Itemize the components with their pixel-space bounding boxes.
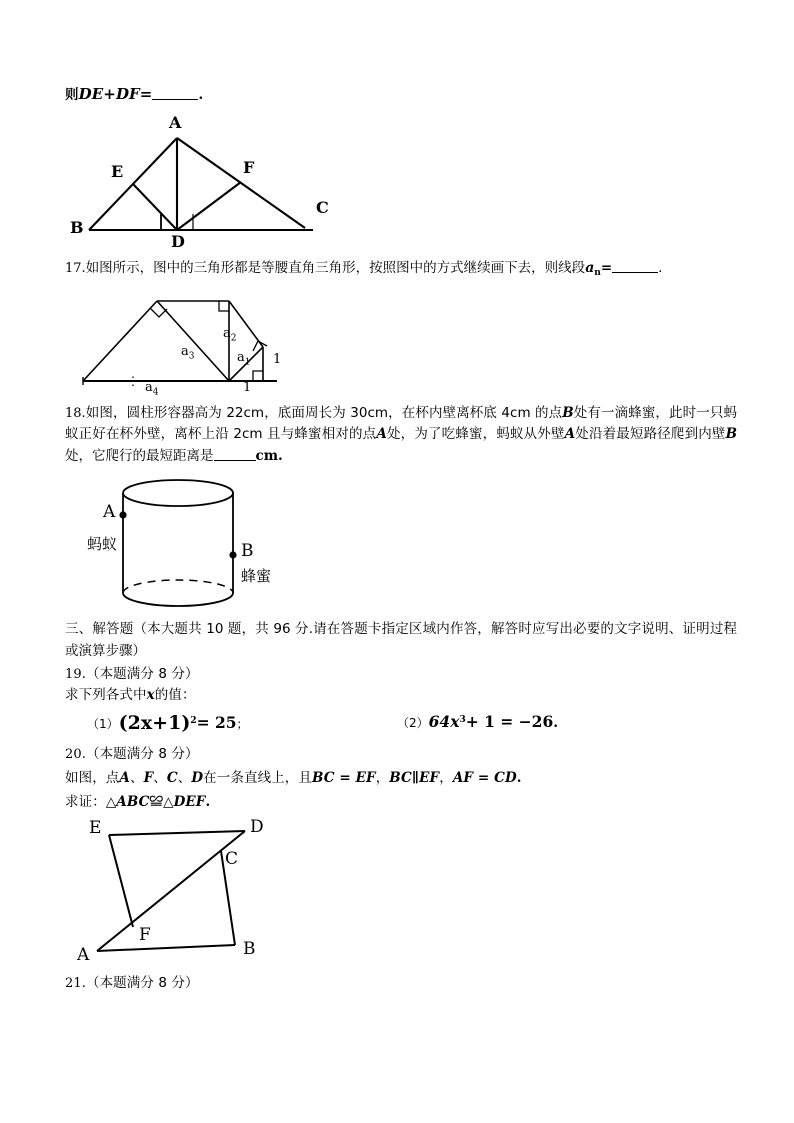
q19-prompt-pre: 求下列各式中 [65,687,147,703]
q19-item2-end: . [553,715,559,731]
q20-comma1: ， [375,770,390,786]
q20-given [65,768,737,789]
q18-unit: cm. [255,447,283,464]
q20-cond3: AF = CD [452,770,517,786]
q21-number: 21. [65,976,86,991]
q19-number: 19. [65,667,86,682]
q18-label-honey: 蜂蜜 [241,567,272,585]
q19-item2-expr: $64x^3+ 1 = -26$ [428,712,554,731]
q20-prove-expr-b: △DEF [163,794,206,810]
q16-label-E: E [111,162,124,181]
q19-item1-label: （1） [87,717,119,731]
q17-number: 17. [65,261,86,276]
q20-cond2-a: BC [389,770,412,786]
section3-heading [65,619,737,662]
q18-figure-svg [85,475,345,615]
q20-label-B: B [243,939,256,959]
q20-cond1: BC = EF [311,770,376,786]
q20-prove-expr-a: △ABC [105,794,150,810]
q16-label-D: D [171,232,185,251]
q21-score: （本题满分 8 分） [85,975,199,991]
q20-label-C: C [225,849,239,869]
q18-point-b1: B [562,404,574,421]
q19-prompt [65,685,737,706]
q19-item2-label: （2） [397,716,429,730]
q18-label-B: B [241,541,254,561]
q20-point-a: A [119,770,130,786]
q19-item1-expr: $(2x+1)^2= 25$ [118,712,237,734]
q17-equals: = [600,260,613,276]
q16-expr-df: DF [115,85,140,103]
q18-line2c: 处沿着最短路径爬 [575,426,685,442]
q20-number: 20. [65,747,86,762]
q20-line-mid: 在一条直线上，且 [203,770,312,786]
q18-line1: 如图，圆柱形容器高为 22cm，底面周长为 30cm，在杯内壁离杯底 4cm 的点 [85,404,563,421]
q18-number: 18. [65,405,86,421]
q18-point-a1: A [376,426,387,442]
q20-label-A: A [77,945,90,965]
q17-label-dots: ⋮ [127,373,139,388]
q16-figure [65,110,737,252]
q16-label-F: F [243,158,255,177]
q19-item2 [397,712,558,731]
q17-label-a3: $a_3$ [181,343,195,362]
q17-label-a2: $a_2$ [223,325,237,344]
q20-label-E: E [89,818,102,838]
q20-point-f: F [143,770,154,786]
q16-expr-de: DE [78,85,104,103]
q17-label-a4: $a_4$ [145,379,159,398]
q19-prompt-post: 的值： [154,687,196,703]
q20-cond2-b: EF [419,770,440,786]
section3-line2: 明过程或演算步骤） [65,621,738,659]
q18-label-ant: 蚂蚁 [87,535,118,553]
q20-label-D: D [250,817,264,837]
q17-figure [77,289,737,401]
q18-answer-blank[interactable] [214,448,256,461]
q19-score: （本题满分 8 分） [85,666,199,682]
q20-prove-label: 求证： [65,794,106,810]
q16-prefix: 则 [65,87,79,103]
q20-heading [65,744,737,765]
q20-parallel-icon: ∥ [411,770,420,786]
q17-var-sub: n [594,268,601,278]
q16-answer-line [65,84,737,106]
q20-prove [65,792,737,813]
q19-item1-end: ； [236,717,249,731]
q17-period: . [658,260,663,276]
q20-period: . [516,770,522,786]
q17-label-side-bottom: 1 [243,379,252,395]
q20-score: （本题满分 8 分） [85,746,199,762]
q16-label-A: A [169,113,182,132]
q18-line2b: 处，为了吃蜂蜜，蚂蚁从外壁 [386,426,565,442]
q18-line2: 蚂蚁正好在杯外壁，离杯上沿 2cm 且与蜂蜜相对的点 [65,404,737,442]
q20-comma2: ， [439,770,453,786]
q16-label-B: B [70,218,84,237]
section3-line1: 三、解答题（本大题共 10 题，共 96 分.请在答题卡指定区域内作答，解答时应写出必要的文字说明、证 [65,621,697,637]
q19-prompt-var: x [146,687,155,703]
q18-point-b2: B [725,426,738,442]
q20-sep2: 、 [153,770,167,786]
q19-heading [65,664,737,685]
q20-sep3: 、 [177,770,192,786]
q16-figure-svg [65,110,365,252]
q20-point-d: D [191,770,204,786]
q20-congruent-icon: ≌ [149,794,164,810]
q20-line-pre: 如图，点 [65,770,120,786]
q17-answer-blank[interactable] [612,260,658,273]
q20-figure [73,819,737,967]
q18-line3: 到内壁 [684,426,726,442]
q21-heading [65,973,737,994]
q19-item1 [87,712,249,734]
q18-point-a2: A [564,426,576,442]
q20-figure-svg [73,819,323,967]
q18-figure [85,475,737,615]
q19-equations-row [65,712,737,736]
q16-label-C: C [316,198,329,217]
q17-label-side-right: 1 [273,351,282,367]
page-content [65,84,737,994]
q20-sep1: 、 [129,770,144,786]
q18-text [65,403,737,468]
q20-point-c: C [166,770,178,786]
q18-line3b: 处，它爬行的最短距离是 [65,447,214,464]
q16-period: . [198,87,204,103]
q16-equals: = [139,85,153,103]
q20-label-F: F [139,925,151,945]
q17-stem: 如图所示，图中的三角形都是等腰直角三角形，按照图中的方式继续画下去，则线段 [85,260,586,276]
q17-text [65,258,737,285]
q18-label-A: A [103,502,116,522]
q18-line1b: 处有一滴蜂蜜，此时一只 [573,404,724,421]
q16-plus: + [103,85,116,103]
q20-prove-end: . [205,794,211,810]
q16-answer-blank[interactable] [152,87,198,100]
q17-label-a1: $a_1$ [237,349,251,368]
q17-var-a: a [585,260,595,276]
